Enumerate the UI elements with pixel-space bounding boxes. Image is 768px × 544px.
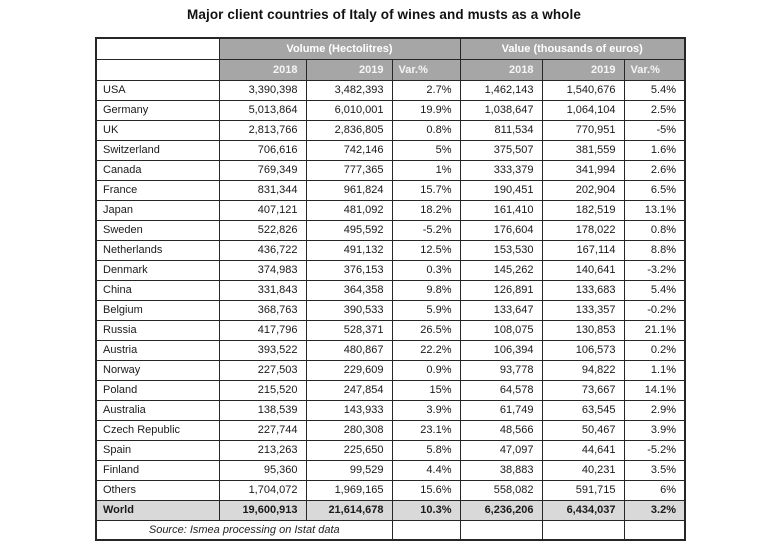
cell-vol-2019: 247,854 <box>306 380 392 400</box>
cell-vol-var: 23.1% <box>392 420 460 440</box>
cell-val-2018: 190,451 <box>460 180 542 200</box>
cell-vol-var: 5% <box>392 140 460 160</box>
cell-val-2019: 73,667 <box>542 380 624 400</box>
table-row <box>96 300 685 320</box>
cell-val-var: 0.8% <box>624 220 685 240</box>
table-row <box>96 140 685 160</box>
cell-vol-2018: 95,360 <box>219 460 306 480</box>
corner-cell <box>96 59 219 80</box>
table-row <box>96 160 685 180</box>
cell-country: Switzerland <box>96 140 219 160</box>
cell-country: World <box>96 500 219 520</box>
cell-val-2018: 1,038,647 <box>460 100 542 120</box>
cell-vol-var: 22.2% <box>392 340 460 360</box>
table-row <box>96 360 685 380</box>
cell-vol-var: 4.4% <box>392 460 460 480</box>
cell-vol-var: 26.5% <box>392 320 460 340</box>
cell-country: Belgium <box>96 300 219 320</box>
cell-country: UK <box>96 120 219 140</box>
cell-vol-2019: 225,650 <box>306 440 392 460</box>
cell-val-var: 3.2% <box>624 500 685 520</box>
cell-vol-2018: 436,722 <box>219 240 306 260</box>
col-header-val-var: Var.% <box>624 59 685 80</box>
cell-vol-2018: 331,843 <box>219 280 306 300</box>
cell-val-2019: 182,519 <box>542 200 624 220</box>
col-header-val-2019: 2019 <box>542 59 624 80</box>
cell-val-2019: 133,357 <box>542 300 624 320</box>
cell-val-2019: 63,545 <box>542 400 624 420</box>
table-row <box>96 380 685 400</box>
cell-val-2019: 40,231 <box>542 460 624 480</box>
cell-val-var: 13.1% <box>624 200 685 220</box>
cell-vol-2019: 528,371 <box>306 320 392 340</box>
cell-vol-2018: 215,520 <box>219 380 306 400</box>
cell-val-2019: 133,683 <box>542 280 624 300</box>
cell-val-var: 3.9% <box>624 420 685 440</box>
corner-cell <box>96 38 219 59</box>
cell-val-2018: 93,778 <box>460 360 542 380</box>
cell-vol-2018: 393,522 <box>219 340 306 360</box>
total-row <box>96 500 685 520</box>
cell-val-var: 8.8% <box>624 240 685 260</box>
cell-val-var: 5.4% <box>624 280 685 300</box>
cell-val-var: 6.5% <box>624 180 685 200</box>
sub-header-row <box>96 59 685 80</box>
cell-vol-2018: 831,344 <box>219 180 306 200</box>
cell-country: Poland <box>96 380 219 400</box>
cell-vol-var: 3.9% <box>392 400 460 420</box>
cell-country: Sweden <box>96 220 219 240</box>
cell-vol-2019: 376,153 <box>306 260 392 280</box>
table-row <box>96 240 685 260</box>
cell-country: Czech Republic <box>96 420 219 440</box>
empty-cell <box>460 520 542 540</box>
cell-val-var: 2.5% <box>624 100 685 120</box>
cell-val-2019: 106,573 <box>542 340 624 360</box>
table-body <box>96 80 685 500</box>
cell-country: Japan <box>96 200 219 220</box>
cell-vol-var: 12.5% <box>392 240 460 260</box>
cell-vol-2018: 227,744 <box>219 420 306 440</box>
cell-val-2019: 770,951 <box>542 120 624 140</box>
cell-val-var: -3.2% <box>624 260 685 280</box>
cell-vol-var: 19.9% <box>392 100 460 120</box>
cell-vol-2018: 407,121 <box>219 200 306 220</box>
cell-val-2018: 161,410 <box>460 200 542 220</box>
cell-val-2018: 47,097 <box>460 440 542 460</box>
cell-val-2018: 1,462,143 <box>460 80 542 100</box>
cell-val-2018: 558,082 <box>460 480 542 500</box>
cell-val-2018: 811,534 <box>460 120 542 140</box>
cell-vol-2018: 769,349 <box>219 160 306 180</box>
cell-val-2019: 130,853 <box>542 320 624 340</box>
cell-vol-var: 5.9% <box>392 300 460 320</box>
cell-vol-var: 5.8% <box>392 440 460 460</box>
group-header-row <box>96 38 685 59</box>
cell-val-var: 1.6% <box>624 140 685 160</box>
cell-vol-2018: 1,704,072 <box>219 480 306 500</box>
cell-country: Denmark <box>96 260 219 280</box>
table-row <box>96 220 685 240</box>
cell-val-2019: 178,022 <box>542 220 624 240</box>
cell-country: USA <box>96 80 219 100</box>
cell-vol-2019: 99,529 <box>306 460 392 480</box>
cell-vol-var: -5.2% <box>392 220 460 240</box>
cell-vol-2018: 2,813,766 <box>219 120 306 140</box>
source-note: Source: Ismea processing on Istat data <box>96 520 392 540</box>
cell-val-2018: 108,075 <box>460 320 542 340</box>
cell-val-2018: 333,379 <box>460 160 542 180</box>
table-row <box>96 340 685 360</box>
table-footer <box>96 500 685 540</box>
cell-country: Canada <box>96 160 219 180</box>
cell-val-var: -0.2% <box>624 300 685 320</box>
cell-val-2019: 94,822 <box>542 360 624 380</box>
cell-vol-2019: 1,969,165 <box>306 480 392 500</box>
cell-country: Norway <box>96 360 219 380</box>
cell-val-2018: 64,578 <box>460 380 542 400</box>
cell-country: Netherlands <box>96 240 219 260</box>
cell-vol-2018: 5,013,864 <box>219 100 306 120</box>
cell-vol-var: 18.2% <box>392 200 460 220</box>
cell-vol-2018: 19,600,913 <box>219 500 306 520</box>
cell-val-2018: 48,566 <box>460 420 542 440</box>
empty-cell <box>392 520 460 540</box>
cell-vol-var: 9.8% <box>392 280 460 300</box>
cell-vol-2019: 6,010,001 <box>306 100 392 120</box>
table-row <box>96 460 685 480</box>
cell-val-2019: 1,540,676 <box>542 80 624 100</box>
cell-val-var: 0.2% <box>624 340 685 360</box>
empty-cell <box>624 520 685 540</box>
cell-country: Germany <box>96 100 219 120</box>
cell-val-var: 2.6% <box>624 160 685 180</box>
col-group-volume: Volume (Hectolitres) <box>219 38 460 59</box>
cell-val-2019: 6,434,037 <box>542 500 624 520</box>
cell-country: Austria <box>96 340 219 360</box>
cell-country: China <box>96 280 219 300</box>
cell-vol-var: 15.7% <box>392 180 460 200</box>
table-row <box>96 400 685 420</box>
cell-val-2018: 126,891 <box>460 280 542 300</box>
cell-vol-var: 2.7% <box>392 80 460 100</box>
cell-vol-2019: 390,533 <box>306 300 392 320</box>
cell-val-var: -5% <box>624 120 685 140</box>
cell-val-2018: 153,530 <box>460 240 542 260</box>
table-row <box>96 420 685 440</box>
cell-val-2018: 38,883 <box>460 460 542 480</box>
cell-val-2018: 133,647 <box>460 300 542 320</box>
cell-vol-2019: 742,146 <box>306 140 392 160</box>
cell-vol-var: 10.3% <box>392 500 460 520</box>
cell-val-2018: 6,236,206 <box>460 500 542 520</box>
cell-val-2018: 145,262 <box>460 260 542 280</box>
col-header-vol-2019: 2019 <box>306 59 392 80</box>
cell-val-2019: 591,715 <box>542 480 624 500</box>
cell-val-var: 5.4% <box>624 80 685 100</box>
cell-val-2019: 50,467 <box>542 420 624 440</box>
cell-vol-2018: 368,763 <box>219 300 306 320</box>
col-header-vol-var: Var.% <box>392 59 460 80</box>
page-title: Major client countries of Italy of wines and musts as a whole <box>187 7 581 22</box>
cell-vol-2019: 495,592 <box>306 220 392 240</box>
cell-val-2018: 61,749 <box>460 400 542 420</box>
cell-vol-2019: 2,836,805 <box>306 120 392 140</box>
cell-val-2018: 176,604 <box>460 220 542 240</box>
cell-val-2019: 202,904 <box>542 180 624 200</box>
cell-country: Australia <box>96 400 219 420</box>
cell-val-2019: 341,994 <box>542 160 624 180</box>
table-row <box>96 120 685 140</box>
cell-val-var: 1.1% <box>624 360 685 380</box>
table-header <box>96 38 685 80</box>
cell-vol-2018: 522,826 <box>219 220 306 240</box>
col-group-value: Value (thousands of euros) <box>460 38 685 59</box>
cell-vol-var: 15.6% <box>392 480 460 500</box>
table-row <box>96 100 685 120</box>
cell-vol-2018: 374,983 <box>219 260 306 280</box>
table-row <box>96 280 685 300</box>
table-row <box>96 80 685 100</box>
cell-val-2019: 1,064,104 <box>542 100 624 120</box>
cell-vol-2019: 21,614,678 <box>306 500 392 520</box>
cell-vol-var: 0.3% <box>392 260 460 280</box>
cell-country: Others <box>96 480 219 500</box>
cell-vol-2018: 417,796 <box>219 320 306 340</box>
col-header-val-2018: 2018 <box>460 59 542 80</box>
cell-country: Finland <box>96 460 219 480</box>
data-table <box>95 37 686 541</box>
cell-vol-2018: 138,539 <box>219 400 306 420</box>
cell-vol-2019: 280,308 <box>306 420 392 440</box>
cell-vol-2018: 227,503 <box>219 360 306 380</box>
cell-vol-2019: 143,933 <box>306 400 392 420</box>
cell-vol-2018: 3,390,398 <box>219 80 306 100</box>
cell-vol-2018: 706,616 <box>219 140 306 160</box>
table-row <box>96 440 685 460</box>
cell-val-2019: 140,641 <box>542 260 624 280</box>
cell-vol-2019: 364,358 <box>306 280 392 300</box>
cell-val-var: 3.5% <box>624 460 685 480</box>
cell-val-var: 21.1% <box>624 320 685 340</box>
col-header-vol-2018: 2018 <box>219 59 306 80</box>
empty-cell <box>542 520 624 540</box>
cell-vol-2019: 480,867 <box>306 340 392 360</box>
source-row <box>96 520 685 540</box>
cell-vol-2018: 213,263 <box>219 440 306 460</box>
cell-vol-2019: 777,365 <box>306 160 392 180</box>
cell-country: Russia <box>96 320 219 340</box>
table-row <box>96 200 685 220</box>
cell-val-var: 2.9% <box>624 400 685 420</box>
cell-vol-2019: 491,132 <box>306 240 392 260</box>
cell-vol-2019: 961,824 <box>306 180 392 200</box>
cell-vol-2019: 481,092 <box>306 200 392 220</box>
cell-vol-var: 15% <box>392 380 460 400</box>
cell-val-2019: 381,559 <box>542 140 624 160</box>
cell-vol-var: 0.8% <box>392 120 460 140</box>
cell-country: France <box>96 180 219 200</box>
table-row <box>96 260 685 280</box>
cell-country: Spain <box>96 440 219 460</box>
cell-val-2018: 375,507 <box>460 140 542 160</box>
table-row <box>96 180 685 200</box>
table-row <box>96 320 685 340</box>
cell-val-2019: 44,641 <box>542 440 624 460</box>
cell-val-2019: 167,114 <box>542 240 624 260</box>
cell-vol-var: 0.9% <box>392 360 460 380</box>
cell-vol-2019: 229,609 <box>306 360 392 380</box>
cell-val-var: 6% <box>624 480 685 500</box>
cell-val-var: 14.1% <box>624 380 685 400</box>
cell-vol-2019: 3,482,393 <box>306 80 392 100</box>
cell-val-2018: 106,394 <box>460 340 542 360</box>
cell-val-var: -5.2% <box>624 440 685 460</box>
cell-vol-var: 1% <box>392 160 460 180</box>
table-row <box>96 480 685 500</box>
